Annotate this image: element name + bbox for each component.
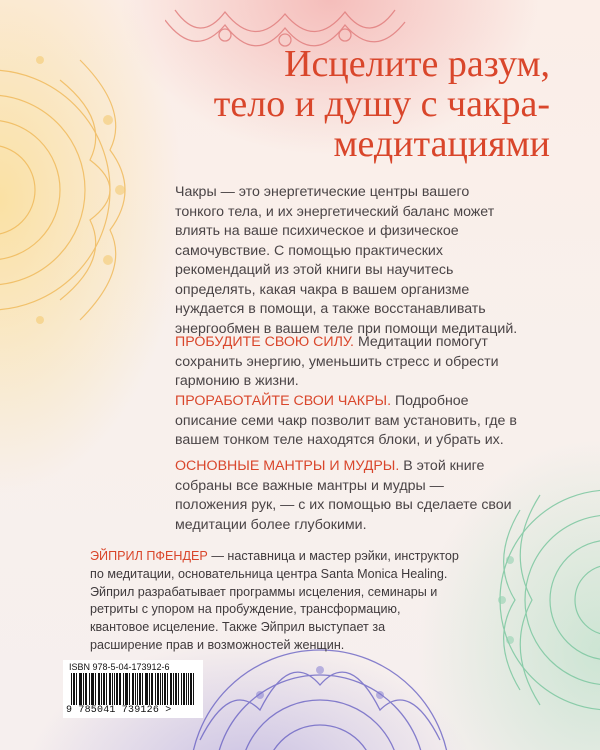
barcode-bar (160, 673, 161, 705)
barcode-block (63, 660, 203, 718)
title-line-2: тело и душу с чакра- (213, 83, 550, 125)
barcode-bar (112, 673, 113, 705)
barcode-bar (145, 673, 146, 705)
barcode-bar (120, 673, 121, 705)
barcode-bar (89, 673, 90, 705)
barcode-bar (167, 673, 168, 705)
barcode-bar (186, 673, 187, 705)
section-paragraph (175, 333, 520, 392)
barcode-bar (125, 673, 126, 705)
barcode-bar (142, 673, 143, 705)
cover-title (150, 44, 550, 164)
barcode-bars (71, 673, 195, 705)
barcode-bar (101, 673, 102, 705)
barcode-bar (81, 673, 82, 705)
barcode-bar (110, 673, 111, 705)
barcode-bar (149, 673, 150, 705)
barcode-bar (106, 673, 107, 705)
section-heading: ПРОРАБОТАЙТЕ СВОИ ЧАКРЫ. (175, 393, 392, 409)
barcode-bar (140, 673, 141, 705)
barcode-bar (74, 673, 75, 705)
barcode-bar (175, 673, 176, 705)
barcode-bar (93, 673, 94, 705)
barcode-bar (80, 673, 81, 705)
barcode-bar (116, 673, 117, 705)
barcode-bar (190, 673, 191, 705)
barcode-bar (92, 673, 93, 705)
barcode-bar (117, 673, 118, 705)
barcode-bar (71, 673, 72, 705)
section-text: В этой книге собраны все важные мантры и мудры — положения рук, — с их помощью вы сделаете свои медитации более глубокими. (175, 458, 512, 533)
intro-paragraph: Чакры — это энергетические центры вашего тонкого тела, и их энергетический баланс может влиять на ваше психическое и физическое самочувствие. С помощью практических рекомендаций из этой книги вы научитесь определять, какая чакра в вашем организме нуждается в помощи, а также восстанавливать энергообмен в вашем теле при помощи медитаций. (175, 184, 518, 337)
barcode-bar (132, 673, 133, 705)
barcode-bar (152, 673, 153, 705)
section-heading: ПРОБУДИТЕ СВОЮ СИЛУ. (175, 334, 354, 350)
author-bio-text: — наставница и мастер рэйки, инструктор по медитации, основательница центра Santa Monica Healing. Эйприл разрабатывает программы исцеления, семинары и ретриты с упором на пробуждение, трансформацию, квантовое исцеление. Также Эйприл выступает за расширение прав и возможностей женщин. (90, 549, 459, 652)
barcode-bar (114, 673, 115, 705)
barcode-bar (95, 673, 96, 705)
barcode-bar (86, 673, 87, 705)
barcode-bar (164, 673, 165, 705)
barcode-bar (155, 673, 156, 705)
barcode-bar (171, 673, 172, 705)
author-bio (90, 548, 460, 655)
barcode-bar (85, 673, 86, 705)
barcode-bar (173, 673, 174, 705)
mandala-bottom-center (180, 640, 460, 750)
barcode-bar (188, 673, 189, 705)
barcode-bar (76, 673, 77, 705)
barcode-bar (170, 673, 171, 705)
barcode-bar (83, 673, 84, 705)
barcode-bar (129, 673, 130, 705)
barcode-bar (151, 673, 152, 705)
barcode-bar (73, 673, 74, 705)
barcode-bar (191, 673, 192, 705)
section-paragraph (175, 457, 520, 535)
barcode-bar (127, 673, 128, 705)
barcode-bar (178, 673, 179, 705)
barcode-bar (103, 673, 104, 705)
barcode-bar (184, 673, 185, 705)
barcode-bar (193, 673, 194, 705)
title-line-1: Исцелите разум, (284, 43, 550, 85)
section-paragraph (175, 392, 520, 451)
barcode-bar (181, 673, 182, 705)
barcode-bar (165, 673, 166, 705)
isbn-text: ISBN 978-5-04-173912-6 (69, 662, 170, 672)
barcode-bar (126, 673, 127, 705)
barcode-bar (109, 673, 110, 705)
barcode-digits: 9 785041 739126 > (66, 705, 172, 716)
barcode-bar (135, 673, 136, 705)
barcode-bar (146, 673, 147, 705)
barcode-bar (99, 673, 100, 705)
title-line-3: медитациями (333, 123, 550, 165)
barcode-bar (183, 673, 184, 705)
barcode-bar (133, 673, 134, 705)
barcode-bar (158, 673, 159, 705)
barcode-bar (176, 673, 177, 705)
mandala-top-left (0, 0, 140, 380)
barcode-bar (79, 673, 80, 705)
barcode-bar (162, 673, 163, 705)
barcode-bar (147, 673, 148, 705)
barcode-bar (104, 673, 105, 705)
barcode-bar (91, 673, 92, 705)
barcode-bar (123, 673, 124, 705)
barcode-bar (139, 673, 140, 705)
barcode-bar (157, 673, 158, 705)
barcode-bar (98, 673, 99, 705)
author-name: ЭЙПРИЛ ПФЕНДЕР (90, 549, 208, 563)
section-text: Подробное описание семи чакр позволит вам установить, где в вашем тонком теле находятся блоки, и убрать их. (175, 393, 517, 448)
barcode-bar (137, 673, 138, 705)
section-heading: ОСНОВНЫЕ МАНТРЫ И МУДРЫ. (175, 458, 400, 474)
section-text: Медитации помогут сохранить энергию, уменьшить стресс и обрести гармонию в жизни. (175, 334, 499, 389)
barcode-bar (119, 673, 120, 705)
